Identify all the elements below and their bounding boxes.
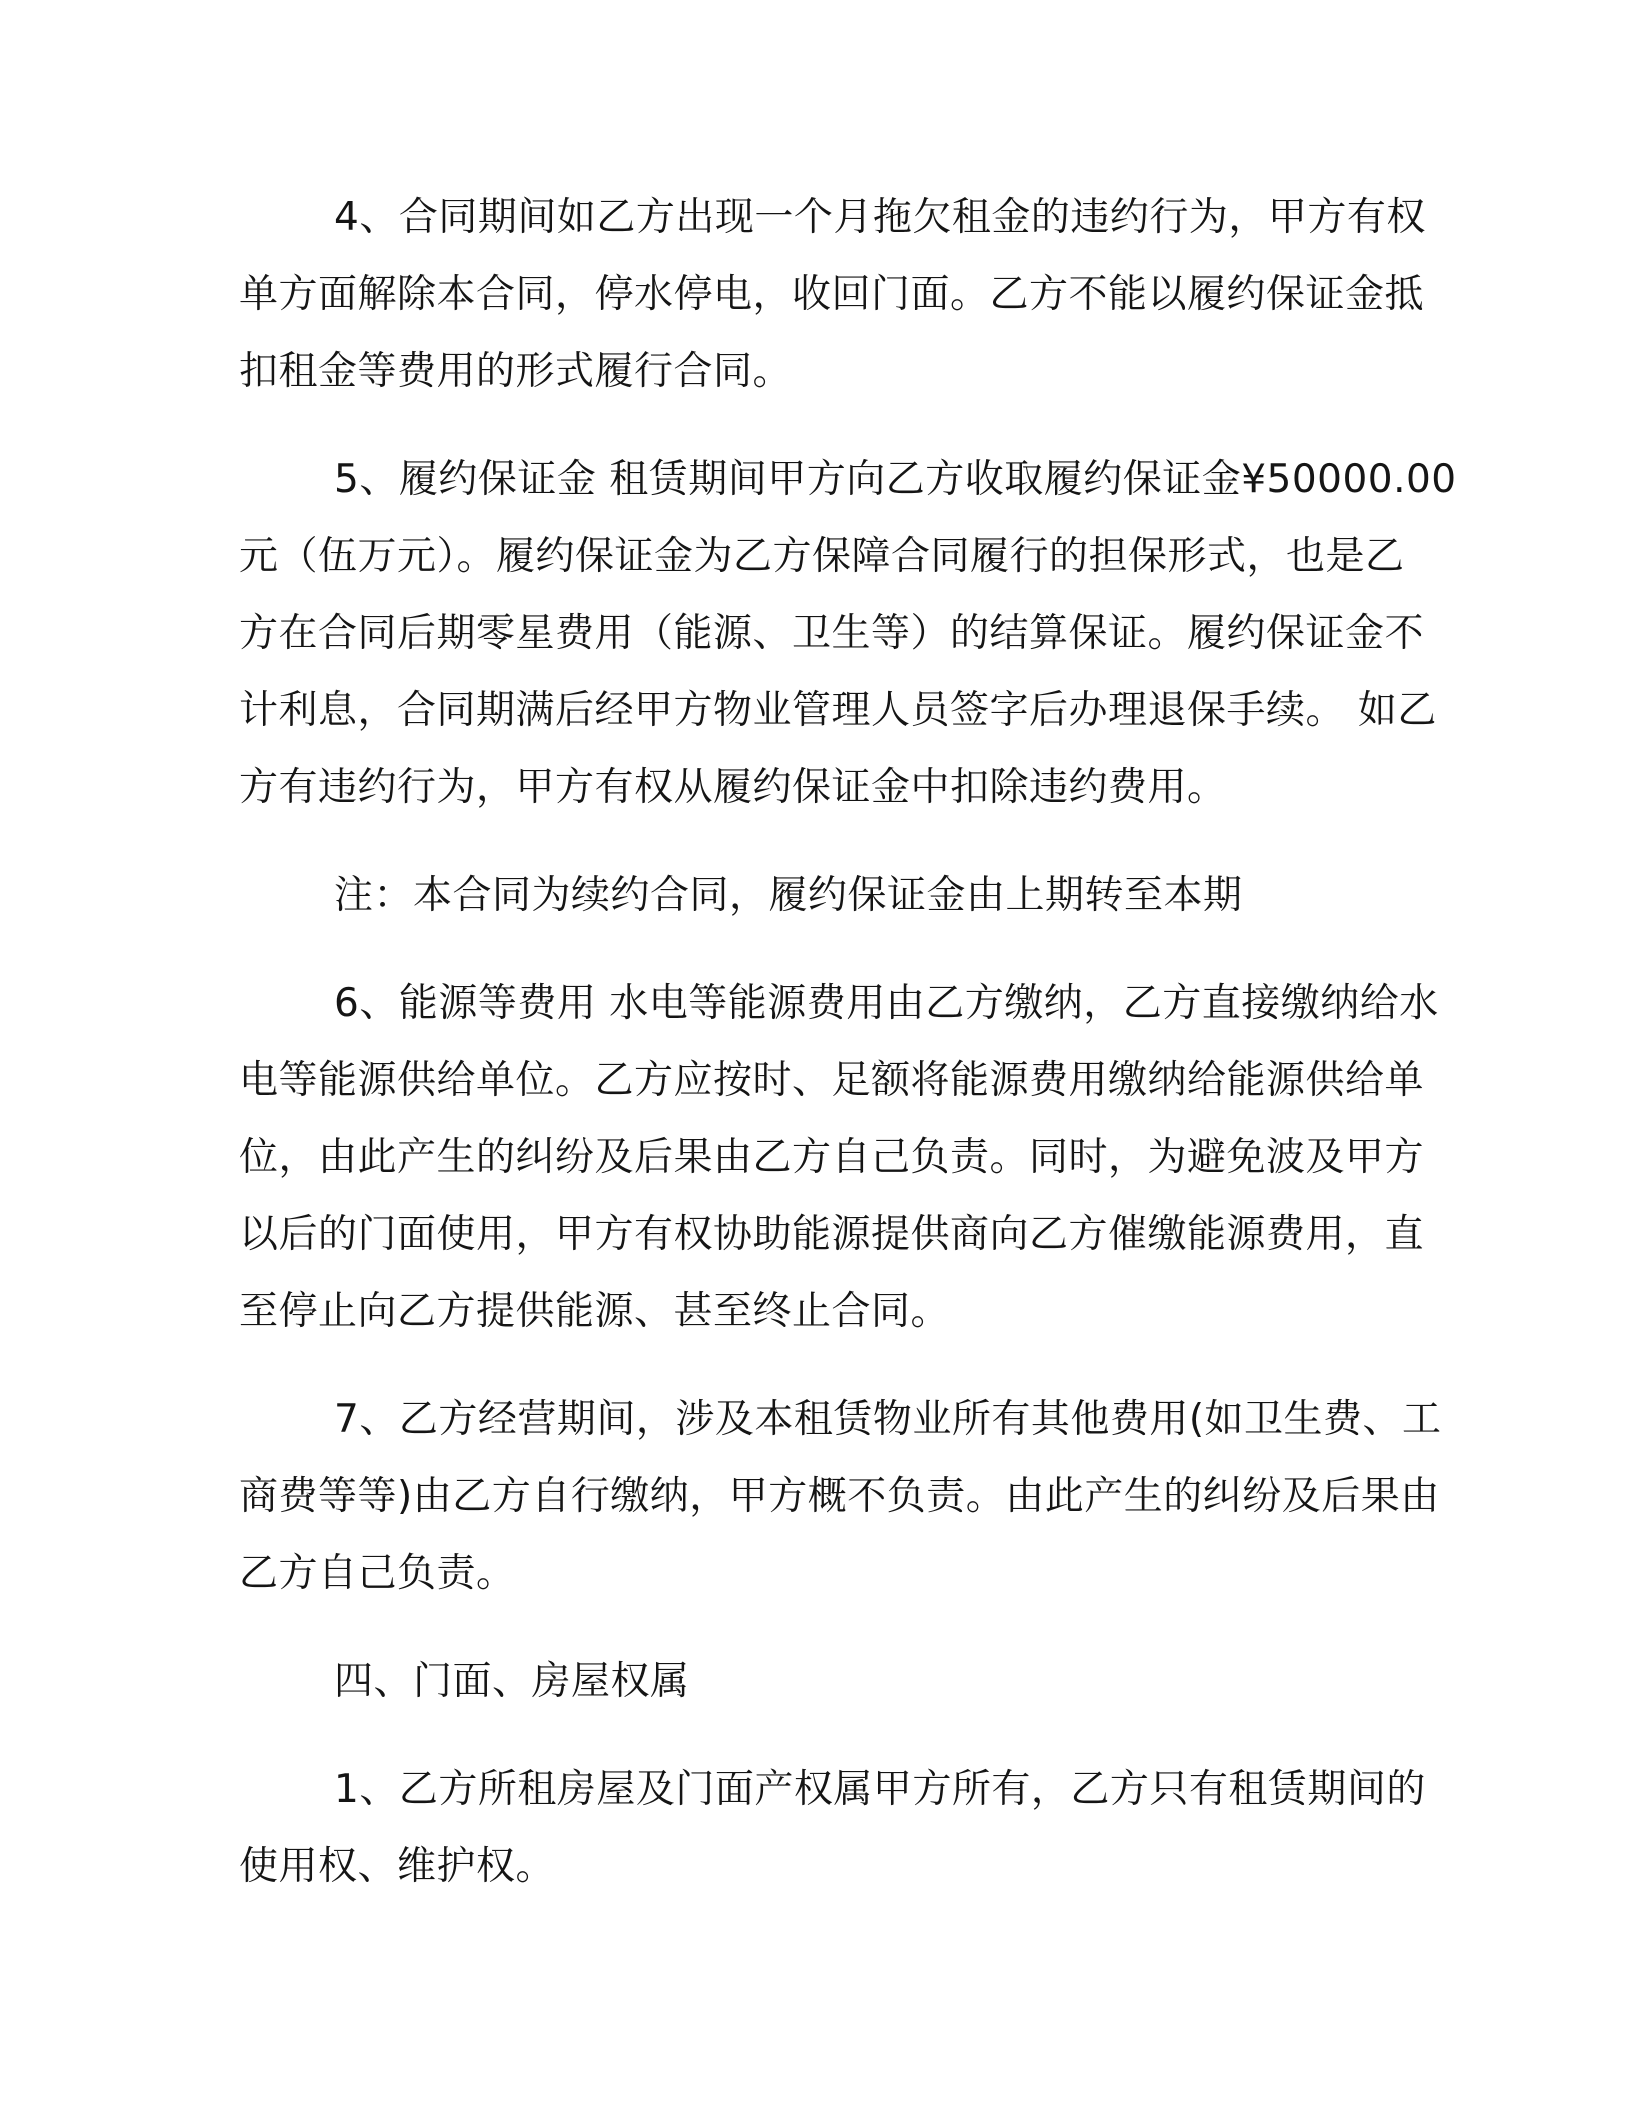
section-4-heading: 四、门面、房屋权属 — [334, 1659, 690, 1704]
paragraph-6-line-1: 6、能源等费用 水电等能源费用由乙方缴纳，乙方直接缴纳给水 — [334, 981, 1439, 1026]
paragraph-5-line-3: 方在合同后期零星费用（能源、卫生等）的结算保证。履约保证金不 — [239, 611, 1425, 656]
paragraph-5-line-4: 计利息，合同期满后经甲方物业管理人员签字后办理退保手续。 如乙 — [239, 688, 1437, 733]
paragraph-4-line-2: 单方面解除本合同，停水停电，收回门面。乙方不能以履约保证金抵 — [239, 272, 1425, 317]
note-line: 注：本合同为续约合同，履约保证金由上期转至本期 — [334, 873, 1243, 918]
paragraph-5-line-2: 元（伍万元）。履约保证金为乙方保障合同履行的担保形式，也是乙 — [239, 534, 1405, 579]
section-4-paragraph-1-line-1: 1、乙方所租房屋及门面产权属甲方所有，乙方只有租赁期间的 — [334, 1767, 1426, 1812]
paragraph-6-line-2: 电等能源供给单位。乙方应按时、足额将能源费用缴纳给能源供给单 — [239, 1058, 1425, 1103]
paragraph-5-line-5: 方有违约行为，甲方有权从履约保证金中扣除违约费用。 — [239, 765, 1227, 810]
paragraph-7-line-1: 7、乙方经营期间，涉及本租赁物业所有其他费用(如卫生费、工 — [334, 1397, 1442, 1442]
paragraph-7-line-3: 乙方自己负责。 — [239, 1551, 516, 1596]
paragraph-4-line-3: 扣租金等费用的形式履行合同。 — [239, 349, 793, 394]
paragraph-6-line-3: 位，由此产生的纠纷及后果由乙方自己负责。同时，为避免波及甲方 — [239, 1135, 1425, 1180]
paragraph-6-line-5: 至停止向乙方提供能源、甚至终止合同。 — [239, 1289, 951, 1334]
paragraph-5-line-1: 5、履约保证金 租赁期间甲方向乙方收取履约保证金¥50000.00 — [334, 457, 1457, 502]
paragraph-6-line-4: 以后的门面使用，甲方有权协助能源提供商向乙方催缴能源费用，直 — [239, 1212, 1425, 1257]
section-4-paragraph-1-line-2: 使用权、维护权。 — [239, 1844, 556, 1889]
paragraph-4-line-1: 4、合同期间如乙方出现一个月拖欠租金的违约行为，甲方有权 — [334, 195, 1426, 240]
paragraph-7-line-2: 商费等等)由乙方自行缴纳，甲方概不负责。由此产生的纠纷及后果由 — [239, 1474, 1440, 1519]
